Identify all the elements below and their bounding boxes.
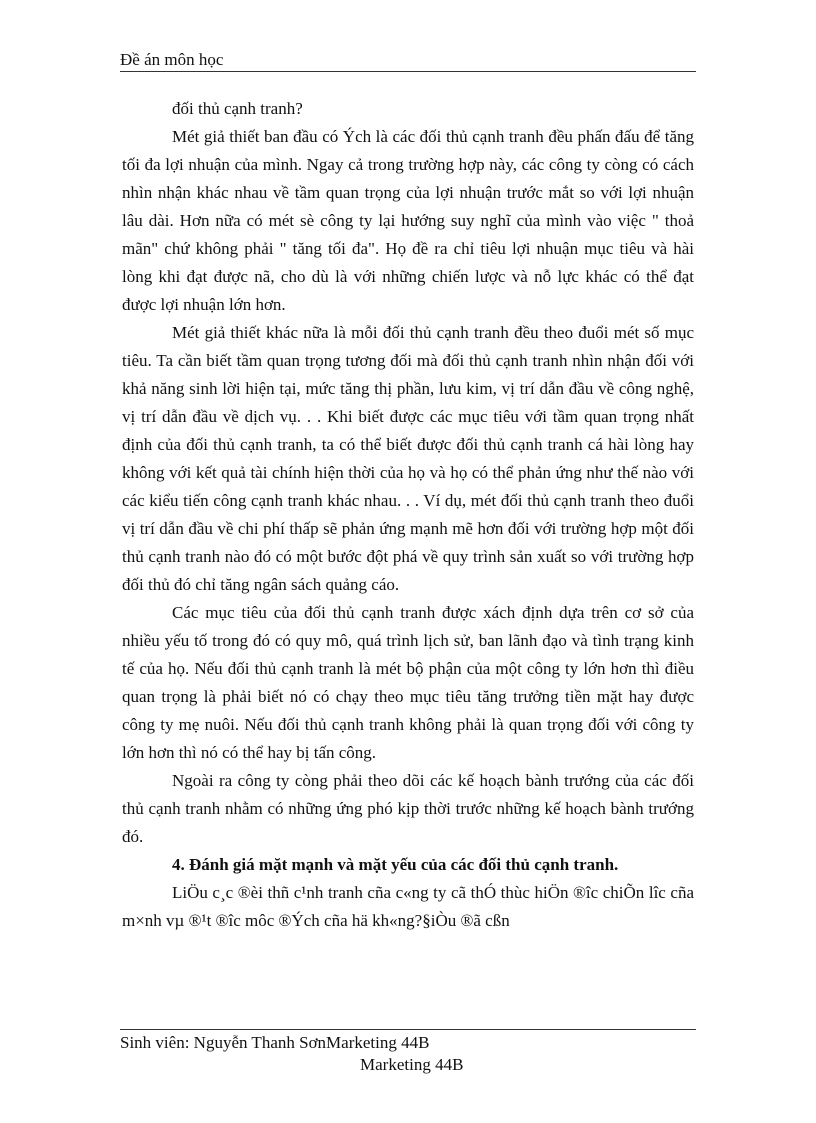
footer-student: Sinh viên: Nguyễn Thanh SơnMarketing 44B <box>120 1033 430 1052</box>
paragraph: Các mục tiêu của đối thủ cạnh tranh được xách định dựa trên cơ sở của nhiều yếu tố trong đó có quy mô, quá trình lịch sử, ban lãnh đạo và tình trạng kinh tế của họ. Nếu đối thủ cạnh tranh là mét bộ phận của một công ty lớn hơn thì điều quan trọng là phải biết nó có chạy theo mục tiêu tăng trưởng tiền mặt hay được công ty mẹ nuôi. Nếu đối thủ cạnh tranh không phải là quan trọng đối với công ty lớn hơn thì nó có thể hay bị tấn công. <box>122 603 694 762</box>
footer-divider <box>120 1029 696 1030</box>
paragraph: đối thủ cạnh tranh? <box>172 99 303 118</box>
footer-class: Marketing 44B <box>360 1055 464 1074</box>
header-divider <box>120 71 696 72</box>
section-heading: 4. Đánh giá mặt mạnh và mặt yếu của các đối thủ cạnh tranh. <box>172 855 619 874</box>
paragraph: Mét giả thiết ban đầu có Ých là các đối thủ cạnh tranh đều phấn đấu để tăng tối đa lợi nhuận của mình. Ngay cả trong trường hợp này, các công ty còng có cách nhìn nhận khác nhau về tầm quan trọng của lợi nhuận trước mắt so với lợi nhuận lâu dài. Hơn nữa có mét sè công ty lại hướng suy nghĩ của mình vào việc " thoả mãn" chứ không phải " tăng tối đa". Họ đề ra chỉ tiêu lợi nhuận mục tiêu và hài lòng khi đạt được nã, cho dù là với những chiến lược và nỗ lực khác có thể đạt được lợi nhuận lớn hơn. <box>122 127 694 314</box>
page-header: Đề án môn học <box>120 50 224 69</box>
paragraph-garbled: LiÖu c¸c ®èi thñ c¹nh tranh cña c«ng ty cã thÓ thùc hiÖn ®îc chiÕn lîc cña m×nh vµ ®¹t ®îc môc ®Ých cña hä kh«ng?§iÒu ®ã cßn <box>122 883 694 930</box>
document-body <box>122 95 694 935</box>
paragraph: Mét giả thiết khác nữa là mỗi đối thủ cạnh tranh đều theo đuổi mét số mục tiêu. Ta cần biết tầm quan trọng tương đối mà đối thủ cạnh tranh nhìn nhận đối với khả năng sinh lời hiện tại, mức tăng thị phần, lưu kim, vị trí dẫn đầu về công nghệ, vị trí dẫn đầu về dịch vụ. . . Khi biết được các mục tiêu với tầm quan trọng nhất định của đối thủ cạnh tranh, ta có thể biết được đối thủ cạnh tranh cá hài lòng hay không với kết quả tài chính hiện thời của họ và họ có thể phản ứng như thế nào với các kiểu tiến công cạnh tranh khác nhau. . . Ví dụ, mét đối thủ cạnh tranh theo đuổi vị trí dẫn đầu về chi phí thấp sẽ phản ứng mạnh mẽ hơn đối với trường hợp một đối thủ cạnh tranh nào đó có một bước đột phá về quy trình sản xuất so với trường hợp đối thủ đó chỉ tăng ngân sách quảng cáo. <box>122 323 694 594</box>
paragraph: Ngoài ra công ty còng phải theo dõi các kế hoạch bành trướng của các đối thủ cạnh tranh nhằm có những ứng phó kịp thời trước những kế hoạch bành trướng đó. <box>122 771 694 846</box>
